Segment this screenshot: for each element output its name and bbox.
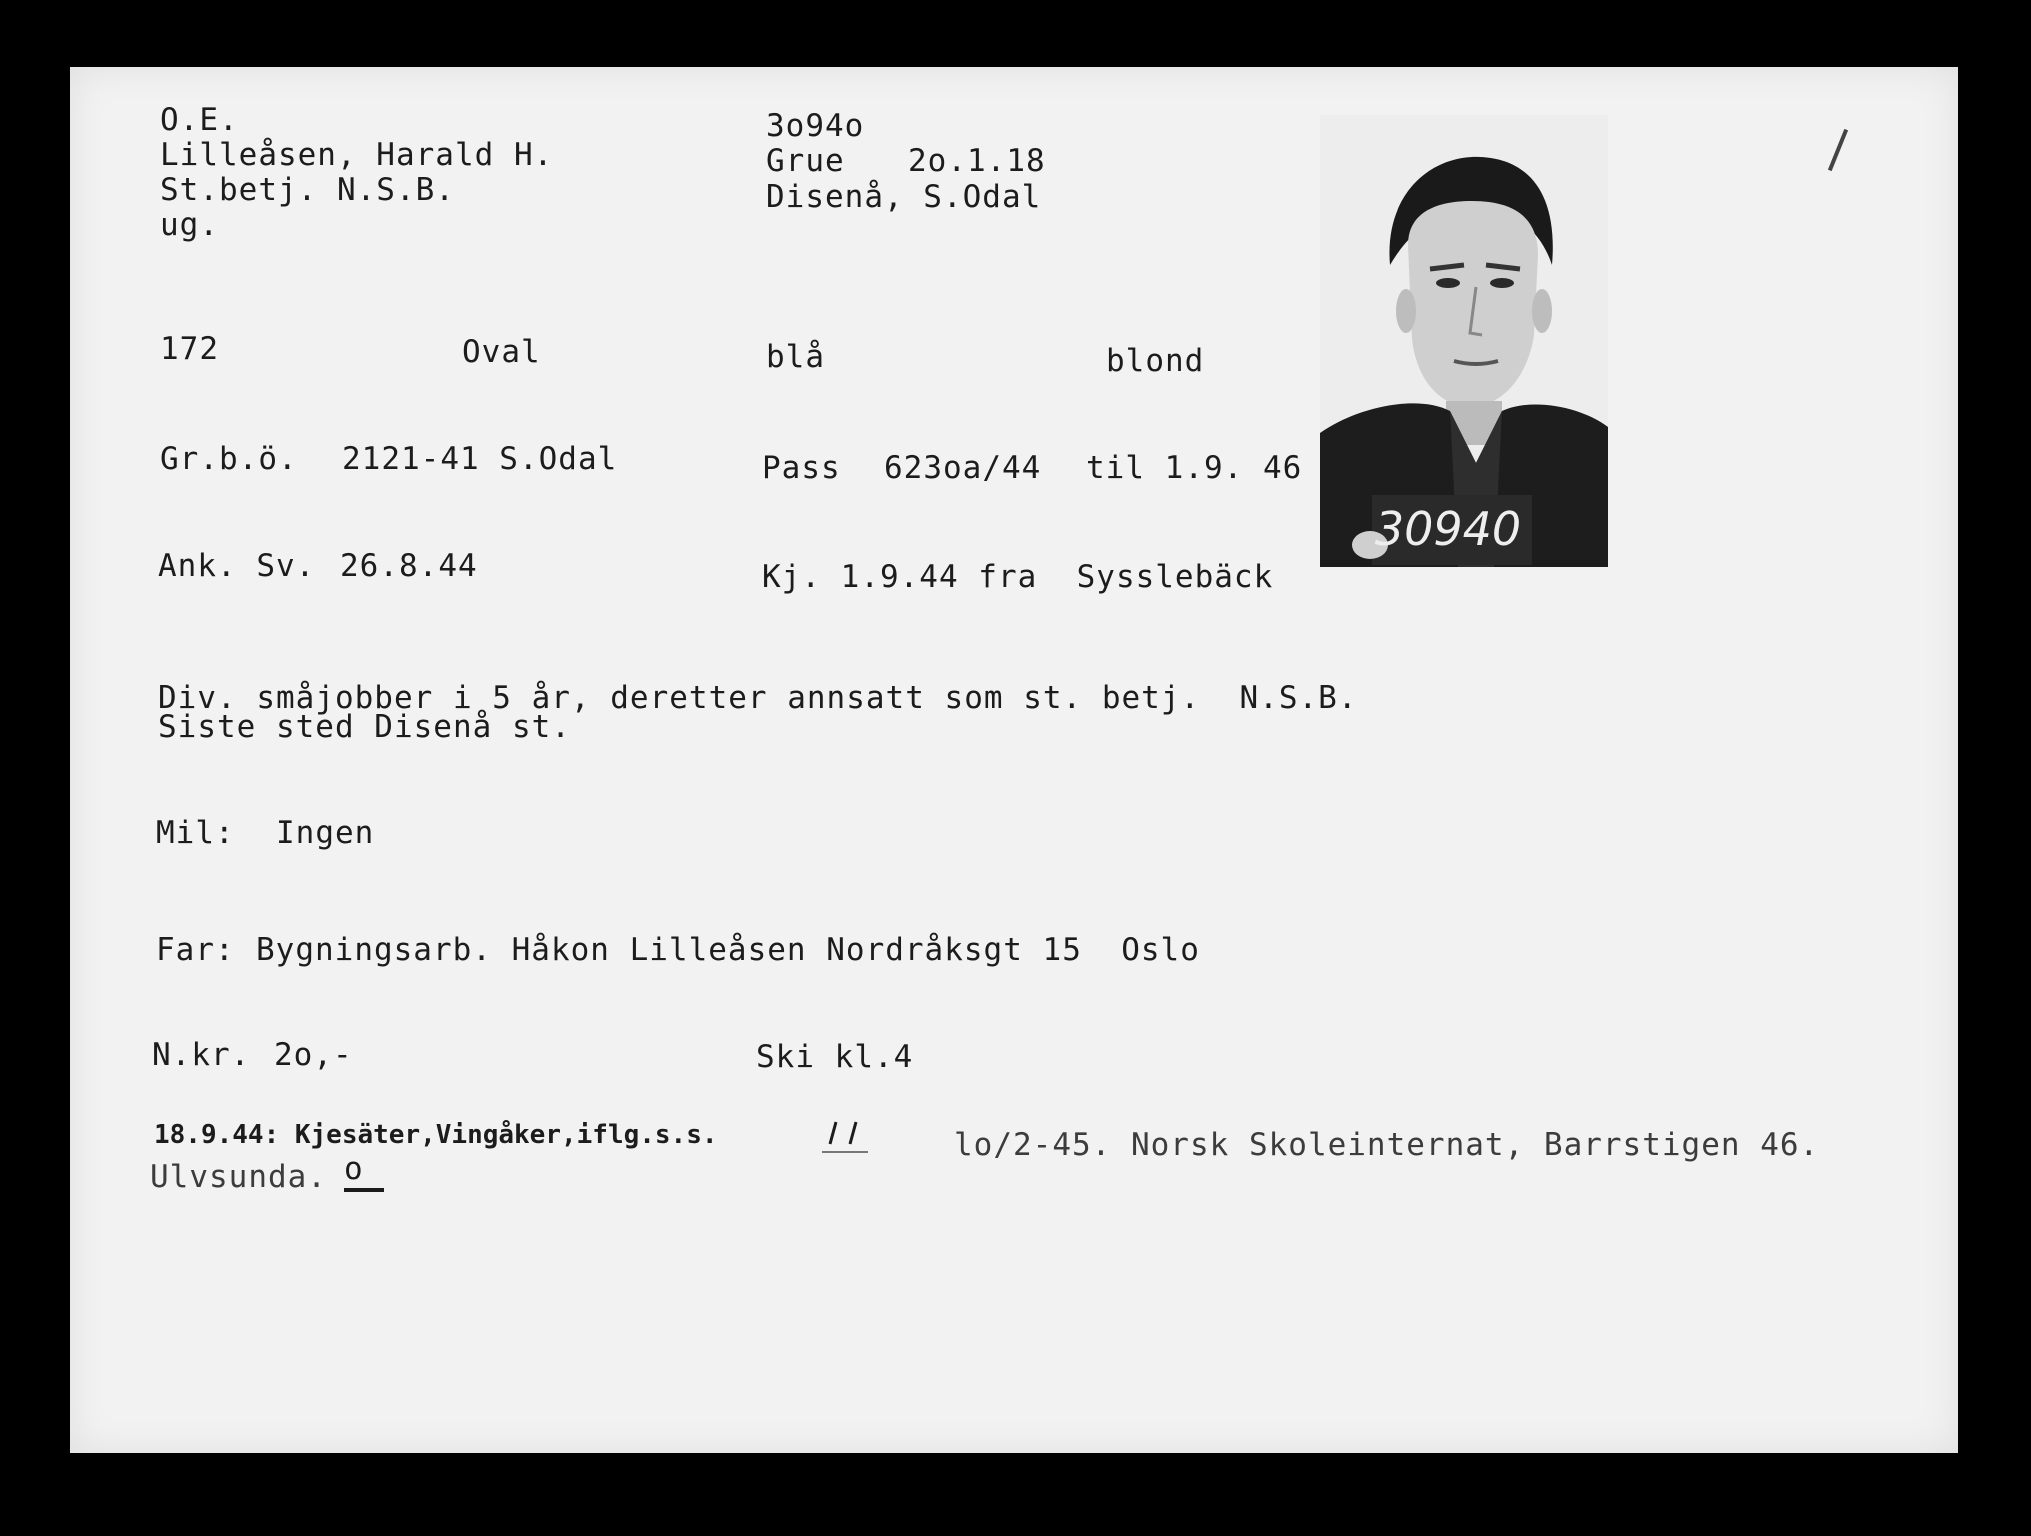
height-value: 172 [160,331,219,367]
nkr-label: N.kr. [152,1037,251,1073]
grb-label: Gr.b.ö. [160,441,298,477]
note-left: 18.9.44: Kjesäter,Vingåker,iflg.s.s. [154,1120,718,1150]
ank-label: Ank. Sv. [158,548,316,584]
birthplace: Grue [766,143,845,179]
kj-line: Kj. 1.9.44 fra Sysslebäck [762,559,1274,595]
face-value: Oval [462,334,541,370]
check-mark-icon [822,1118,868,1156]
portrait-photo [1320,115,1608,567]
div-line-2: Siste sted Disenå st. [158,709,571,745]
photo-sign-number: 30940 [1374,502,1522,556]
note-right: lo/2-45. Norsk Skoleinternat, Barrstigen 46. [954,1127,1820,1163]
note-mark: o [344,1151,364,1187]
hair-value: blond [1106,343,1205,379]
ski-class: Ski kl.4 [756,1039,914,1075]
header-name: Lilleåsen, Harald H. [160,137,554,173]
far-value: Bygningsarb. Håkon Lilleåsen Nordråksgt 15 Oslo [256,932,1200,968]
note-line-2: Ulvsunda. [150,1159,327,1195]
birthdate: 2o.1.18 [908,143,1046,179]
portrait-illustration [1320,115,1608,567]
mil-label: Mil: [156,815,235,851]
registration-card [70,67,1958,1453]
header-occupation: St.betj. N.S.B. [160,172,455,208]
mil-value: Ingen [276,815,375,851]
residence: Disenå, S.Odal [766,179,1042,215]
header-line-1: O.E. [160,102,239,138]
pass-label: Pass [762,450,841,486]
note-mark-underline [344,1188,384,1192]
grb-value: 2121-41 S.Odal [342,441,618,477]
div-line-1: Div. småjobber i 5 år, deretter annsatt som st. betj. N.S.B. [158,680,1358,716]
pass-valid: til 1.9. 46 [1086,450,1303,486]
ank-value: 26.8.44 [340,548,478,584]
header-marital: ug. [160,207,219,243]
eyes-value: blå [766,339,825,375]
pass-value: 623oa/44 [884,450,1042,486]
card-number: 3o94o [766,108,865,144]
far-label: Far: [156,932,235,968]
nkr-value: 2o,- [274,1037,353,1073]
